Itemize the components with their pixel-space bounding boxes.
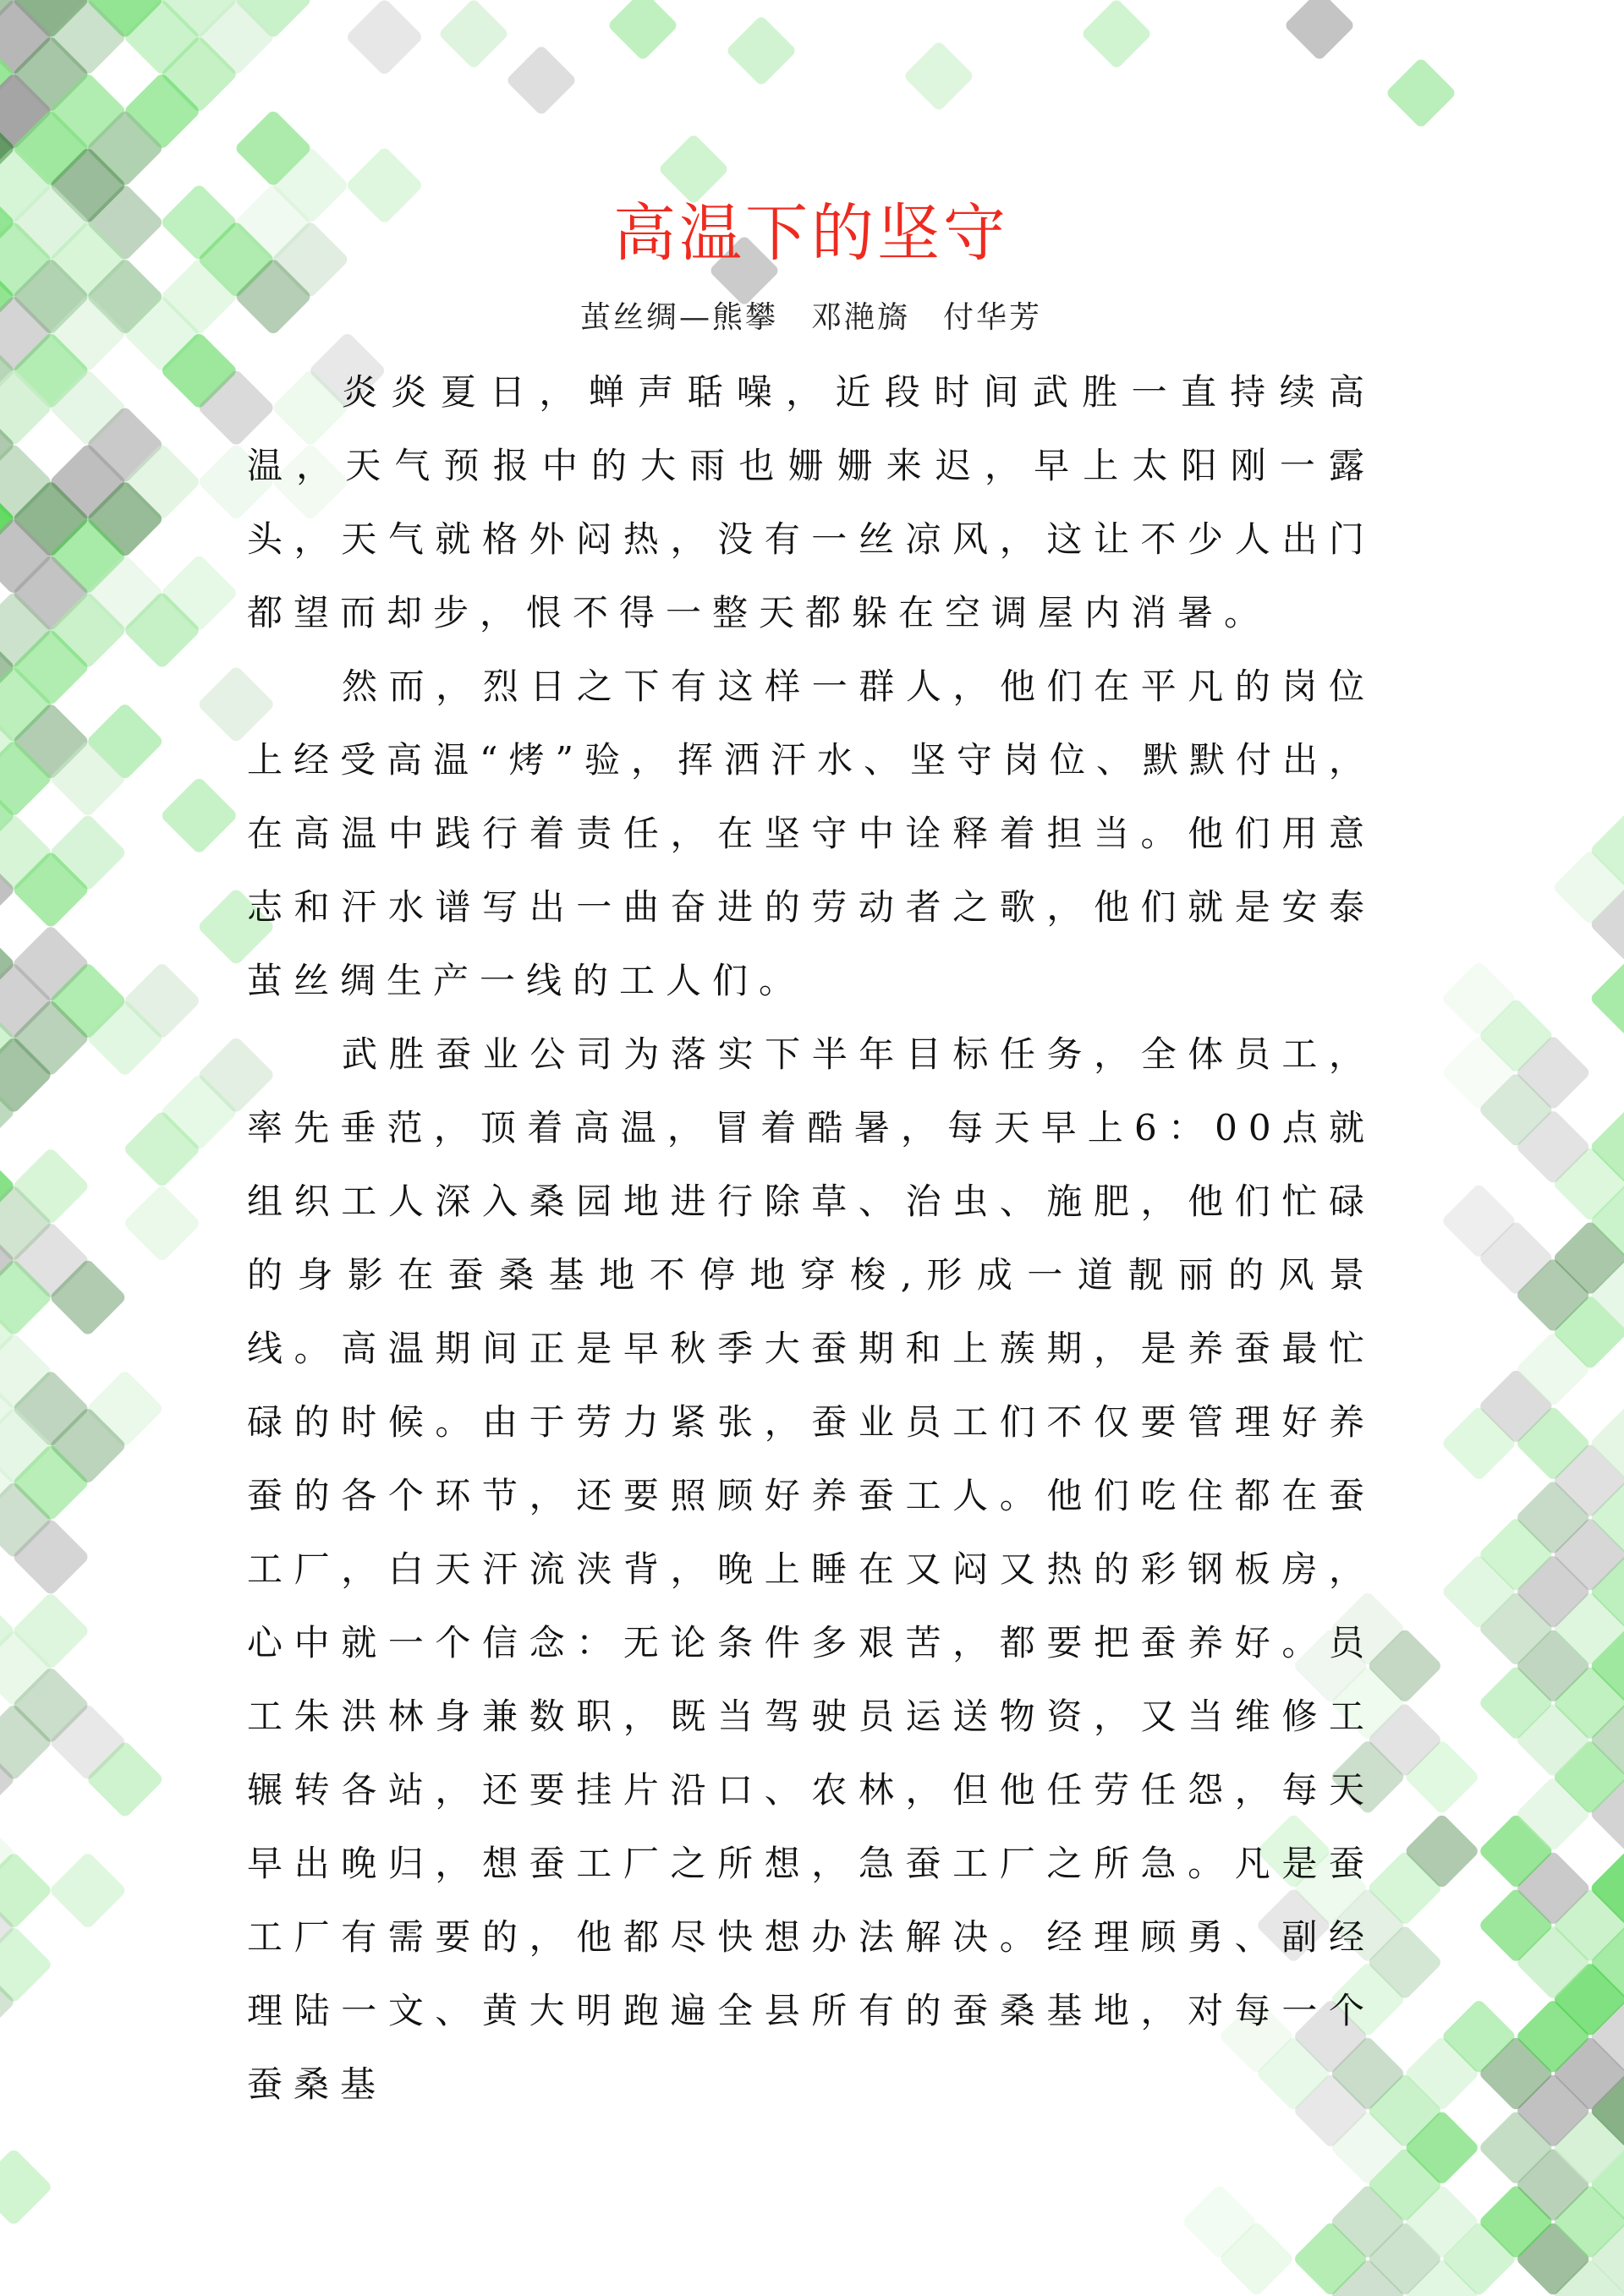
mosaic-tile [506,45,578,117]
mosaic-tile [1284,0,1356,61]
mosaic-tile [607,0,679,61]
article-title: 高温下的坚守 [613,197,1009,270]
mosaic-tile [438,0,510,69]
mosaic-tile [1081,0,1153,69]
mosaic-tile [160,776,239,855]
article-byline: 茧丝绸—熊攀 邓滟旖 付华芳 [579,300,1042,335]
article-body [247,355,1375,2121]
mosaic-tile [903,41,975,112]
mosaic-tile [1589,961,1624,1038]
mosaic-tile [123,1184,201,1263]
paragraph-3: 武胜蚕业公司为落实下半年目标任务，全体员工，率先垂范，顶着高温，冒着酷暑，每天早上6：00点就组织工人深入桑园地进行除草、治虫、施肥，他们忙碌的身影在蚕桑基地不停地穿梭,形成一道靓丽的风景线。高温期间正是早秋季大蚕期和上蔟期，是养蚕最忙碌的时候。由于劳力紧张，蚕业员工们不仅要管理好养蚕的各个环节，还要照顾好养蚕工人。他们吃住都在蚕工厂，白天汗流浃背，晚上睡在又闷又热的彩钢板房，心中就一个信念：无论条件多艰苦，都要把蚕养好。员工朱洪林身兼数职，既当驾驶员运送物资，又当维修工辗转各站，还要挂片沿口、农林，但他任劳任怨，每天早出晚归，想蚕工厂之所想，急蚕工厂之所急。凡是蚕工厂有需要的，他都尽快想办法解决。经理顾勇、副经理陆一文、黄大明跑遍全县所有的蚕桑基地，对每一个蚕桑基 [247,1033,1375,2105]
paragraph-2: 然而，烈日之下有这样一群人，他们在平凡的岗位上经受高温“烤”验，挥洒汗水、坚守岗位、默默付出，在高温中践行着责任，在坚守中诠释着担当。他们用意志和汗水谱写出一曲奋进的劳动者之歌，他们就是安泰茧丝绸生产一线的工人们。 [247,666,1375,1001]
mosaic-tile [0,2148,53,2227]
mosaic-tile [726,15,798,87]
mosaic-tile [0,1926,53,2004]
mosaic-tile [48,1851,127,1930]
paragraph-1: 炎炎夏日，蝉声聒噪，近段时间武胜一直持续高温，天气预报中的大雨也姗姗来迟，早上太阳刚一露头，天气就格外闷热，没有一丝凉风，这让不少人出门都望而却步，恨不得一整天都躲在空调屋内消暑。 [247,371,1375,633]
mosaic-tile [0,1851,53,1930]
mosaic-tile [345,0,424,77]
mosaic-tile [1385,58,1457,129]
